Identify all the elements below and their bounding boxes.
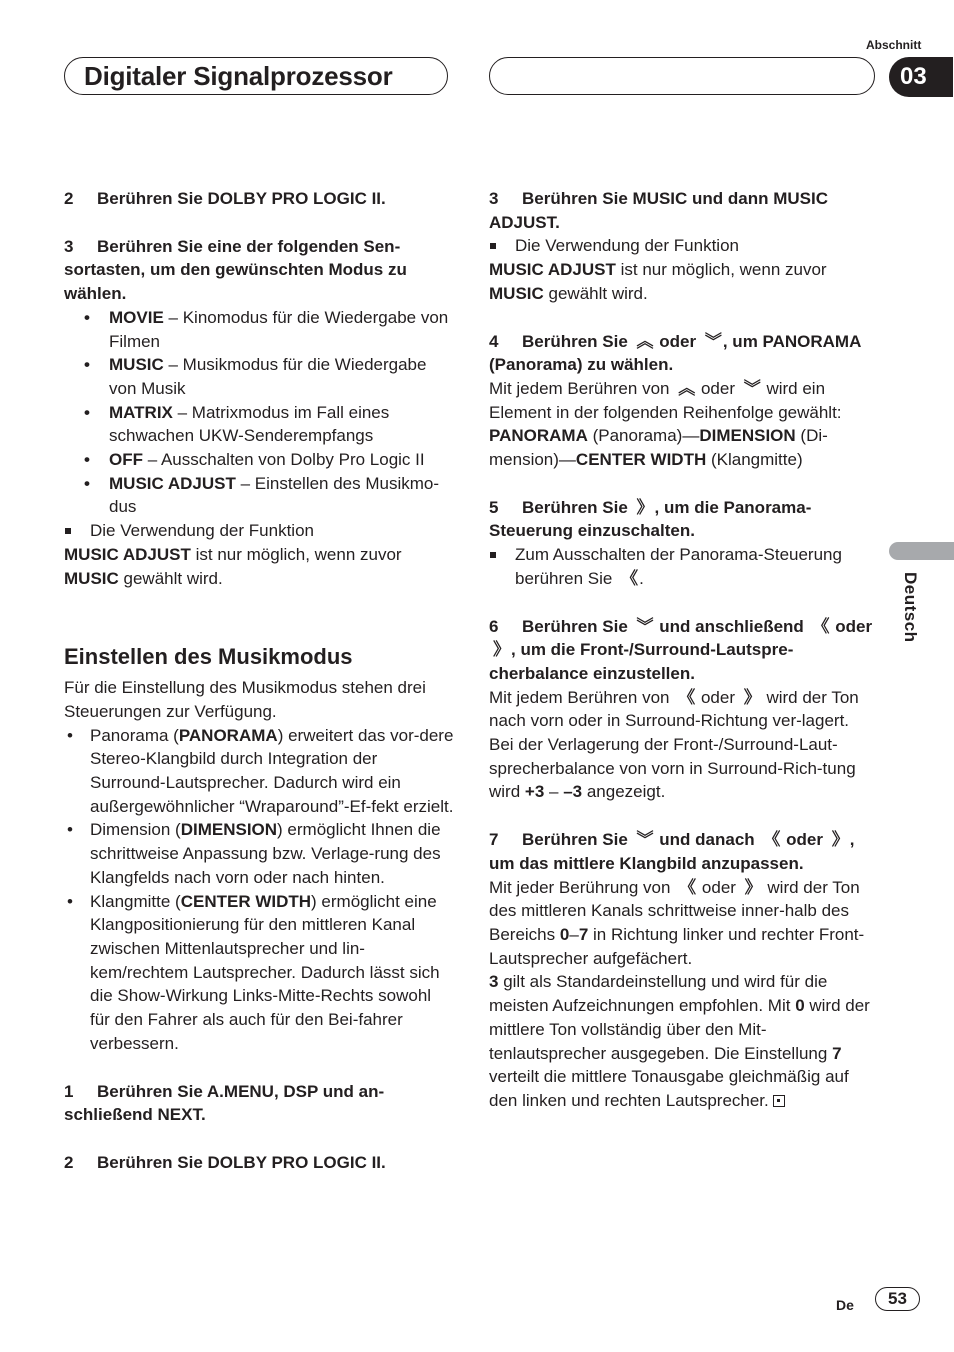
body-text: in Richtung linker und rechter Front-Lautsprecher aufgefächert. [489,924,865,968]
body-text: wird der Ton des mittleren Kanals schrittweise inner-halb des Bereichs [489,877,860,944]
mode-desc: – Musikmodus für die Wiedergabe von Musik [109,355,427,398]
value-text: 3 [489,972,499,992]
control-term: CENTER WIDTH [180,891,312,911]
step-7-body-1 [489,876,873,971]
step-4-panorama [489,330,873,377]
step-text: , um die Front-/Surround-Lautspre-cherbalance einzustellen. [489,640,794,683]
seq-term: CENTER WIDTH [575,450,707,470]
chevron-up-icon: ︽ [636,331,651,351]
mode-item-movie [64,306,454,353]
control-item-center-width [64,890,454,1056]
mode-desc: – Ausschalten von Dolby Pro Logic II [143,450,425,470]
step-text: Berühren Sie A.MENU, DSP und an-schließend NEXT. [64,1081,385,1125]
value-text: –3 [563,782,583,802]
mode-item-matrix [64,401,454,448]
body-text: oder [700,378,735,398]
step-text: oder [835,616,873,636]
footer-language: De [836,1297,854,1313]
section-label: Abschnitt [866,38,922,52]
step-text: oder [786,830,823,850]
chevron-right-icon: 》 [831,830,846,850]
value-text: 0 [795,996,805,1016]
note-term: MUSIC ADJUST [489,260,616,280]
mode-item-off [64,448,454,472]
step-4-sequence [489,424,873,471]
seq-term: PANORAMA [489,426,588,446]
step-1-menu [64,1080,454,1127]
mode-term: MOVIE [109,307,164,327]
mode-term: OFF [109,450,143,470]
section-badge: 03 [889,57,953,97]
step-text: Berühren Sie [522,497,628,517]
section-heading: Einstellen des Musikmodus [64,644,353,670]
step-text: Berühren Sie MUSIC und dann MUSIC ADJUST. [489,189,829,232]
value-text: 0 [559,924,570,944]
mode-item-music [64,353,454,400]
step-6-body-1 [489,686,873,733]
step-number: 3 [64,236,74,256]
step-3-music [489,187,873,234]
note-text: ist nur möglich, wenn zuvor [190,544,402,564]
step-text: Berühren Sie eine der folgenden Sen-sortasten, um den gewünschten Modus zu wählen. [64,236,407,304]
mode-desc: – Kinomodus für die Wiedergabe von Filmen [109,307,449,351]
chevron-left-icon: 《 [679,877,694,897]
note-term: MUSIC ADJUST [64,544,191,564]
value-text: +3 [524,782,545,802]
step-text: Berühren Sie DOLBY PRO LOGIC II. [97,189,386,208]
mode-list [64,306,454,519]
step-7-body-2 [489,970,873,1112]
note-text: Zum Ausschalten der Panorama-Steuerung berühren Sie [515,545,842,588]
body-text: – [544,782,564,802]
step-number: 2 [64,1152,74,1172]
step-text: , um die Panorama-Steuerung einzuschalten. [489,497,812,541]
step-6-body-2 [489,733,873,804]
chevron-right-icon: 》 [636,497,651,517]
body-text: oder [701,877,736,897]
step-text: und anschließend [659,616,804,636]
step-2-dolby-b [64,1151,454,1175]
control-text: Dimension ( [90,820,181,840]
note-music-adjust-right [489,234,873,258]
mode-term: MUSIC [109,355,164,375]
step-6-balance [489,615,873,686]
chevron-down-icon: ︾ [704,331,719,351]
value-text: 7 [578,924,589,944]
control-term: DIMENSION [180,820,278,840]
body-text: Bei der Verlagerung der Front-/Surround-Laut-sprecherbalance von vorn in Surround-Rich-tung wird [489,735,856,802]
chevron-right-icon: 》 [493,640,507,660]
body-text: wird der mittlere Ton vollständig über den Mit-tenlautsprecher ausgegeben. Die Einstellung [489,996,870,1063]
step-text: oder [659,331,697,351]
header-empty-frame [489,57,875,95]
step-number: 1 [64,1081,74,1101]
body-text: gilt als Standardeinstellung und wird für die meisten Aufzeichnungen empfohlen. Mit [489,972,828,1016]
step-text: und danach [659,830,755,850]
note-text: . [639,568,644,588]
chevron-down-icon: ︾ [743,378,758,398]
mode-term: MUSIC ADJUST [109,473,236,493]
chevron-down-icon: ︾ [636,616,651,636]
step-text: Berühren Sie DOLBY PRO LOGIC II. [97,1152,386,1172]
page-title: Digitaler Signalprozessor [84,61,393,91]
control-text: Klangmitte ( [90,891,181,911]
seq-text: (Klangmitte) [706,450,803,470]
note-music-adjust-right-cont [489,258,873,305]
page-number: 53 [875,1287,920,1311]
control-term: PANORAMA [178,725,278,745]
step-text: , um PANORAMA (Panorama) zu wählen. [489,331,861,375]
language-tab-bar [889,542,954,560]
language-tab-label: Deutsch [901,572,920,643]
body-text: Mit jedem Berühren von [489,378,670,398]
mode-item-music-adjust [64,472,454,519]
note-text: ist nur möglich, wenn zuvor [615,260,827,280]
step-4-body [489,377,873,424]
step-number: 5 [489,497,499,517]
body-text: oder [700,687,735,707]
note-text: Die Verwendung der Funktion [90,521,314,541]
step-number: 7 [489,830,499,850]
step-text: Berühren Sie [522,616,628,636]
body-text: Mit jeder Berührung von [489,877,671,897]
seq-text: (Panorama)— [587,426,700,446]
body-text: Mit jedem Berühren von [489,687,670,707]
intro-paragraph: Für die Einstellung des Musikmodus stehen drei Steuerungen zur Verfügung. [64,678,426,721]
step-text: , um das mittlere Klangbild anzupassen. [489,830,855,873]
note-term: MUSIC [64,568,119,588]
body-text: – [569,924,579,944]
mode-desc: – Matrixmodus im Fall eines schwachen UKW-Senderempfangs [109,402,390,446]
end-mark-icon [773,1095,785,1107]
chevron-left-icon: 《 [763,830,778,850]
chevron-left-icon: 《 [678,687,693,707]
control-item-panorama [64,724,454,819]
control-text: ) ermöglicht eine Klangpositionierung für den mittleren Kanal zwischen Mittenlautsprecher und lin-kem/rechtem Lautsprecher. Dadurch lässt sich die Show-Wirkung Links-Mitte-Rechts sowohl für den Fahrer als auch für den Bei-fahrer verbessern. [90,891,440,1053]
control-text: ) ermöglicht Ihnen die schrittweise Anpassung bzw. Verlage-rung des Klangfelds nach vorn oder nach hinten. [90,820,441,887]
right-column [489,187,873,1113]
step-3-select-mode [64,235,454,306]
mode-term: MATRIX [109,402,173,422]
seq-term: DIMENSION [699,426,796,446]
chevron-up-icon: ︽ [678,378,693,398]
body-text: verteilt die mittlere Tonausgabe gleichmäßig auf den linken und rechten Lautsprecher. [489,1067,849,1110]
body-text: angezeigt. [582,782,666,802]
step-number: 3 [489,189,499,208]
note-panorama-off [489,543,873,590]
control-text: ) erweitert das vor-dere Stereo-Klangbild durch Integration der Surround-Lautsprecher. Dadurch wird ein außergewöhnlicher “Wraparound”-Ef-fekt erzielt. [90,725,454,816]
body-text: wird der Ton nach vorn oder in Surround-Richtung ver-lagert. [489,687,859,731]
control-text: Panorama ( [90,725,179,745]
left-column [64,187,454,1175]
chevron-left-icon: 《 [621,568,636,588]
chevron-left-icon: 《 [812,616,827,636]
note-music-adjust [64,519,454,543]
step-number: 2 [64,189,74,208]
step-7-center [489,828,873,875]
chevron-down-icon: ︾ [636,830,651,850]
note-music-adjust-cont [64,543,454,590]
step-5-panorama-on [489,496,873,543]
body-text: wird ein Element in der folgenden Reihenfolge gewählt: [489,378,842,422]
note-text: gewählt wird. [543,283,648,303]
control-list [64,724,454,1056]
note-text: gewählt wird. [118,568,223,588]
value-text: 7 [832,1043,842,1063]
step-2-dolby [64,187,454,211]
control-item-dimension [64,818,454,889]
seq-text: (Di-mension)— [489,426,828,470]
step-number: 4 [489,331,499,351]
step-text: Berühren Sie [522,331,628,351]
chevron-right-icon: 》 [744,877,759,897]
step-text: Berühren Sie [522,830,628,850]
mode-desc: – Einstellen des Musikmo-dus [109,473,440,517]
step-number: 6 [489,616,499,636]
note-term: MUSIC [489,283,544,303]
chevron-right-icon: 》 [743,687,758,707]
note-text: Die Verwendung der Funktion [515,236,739,256]
